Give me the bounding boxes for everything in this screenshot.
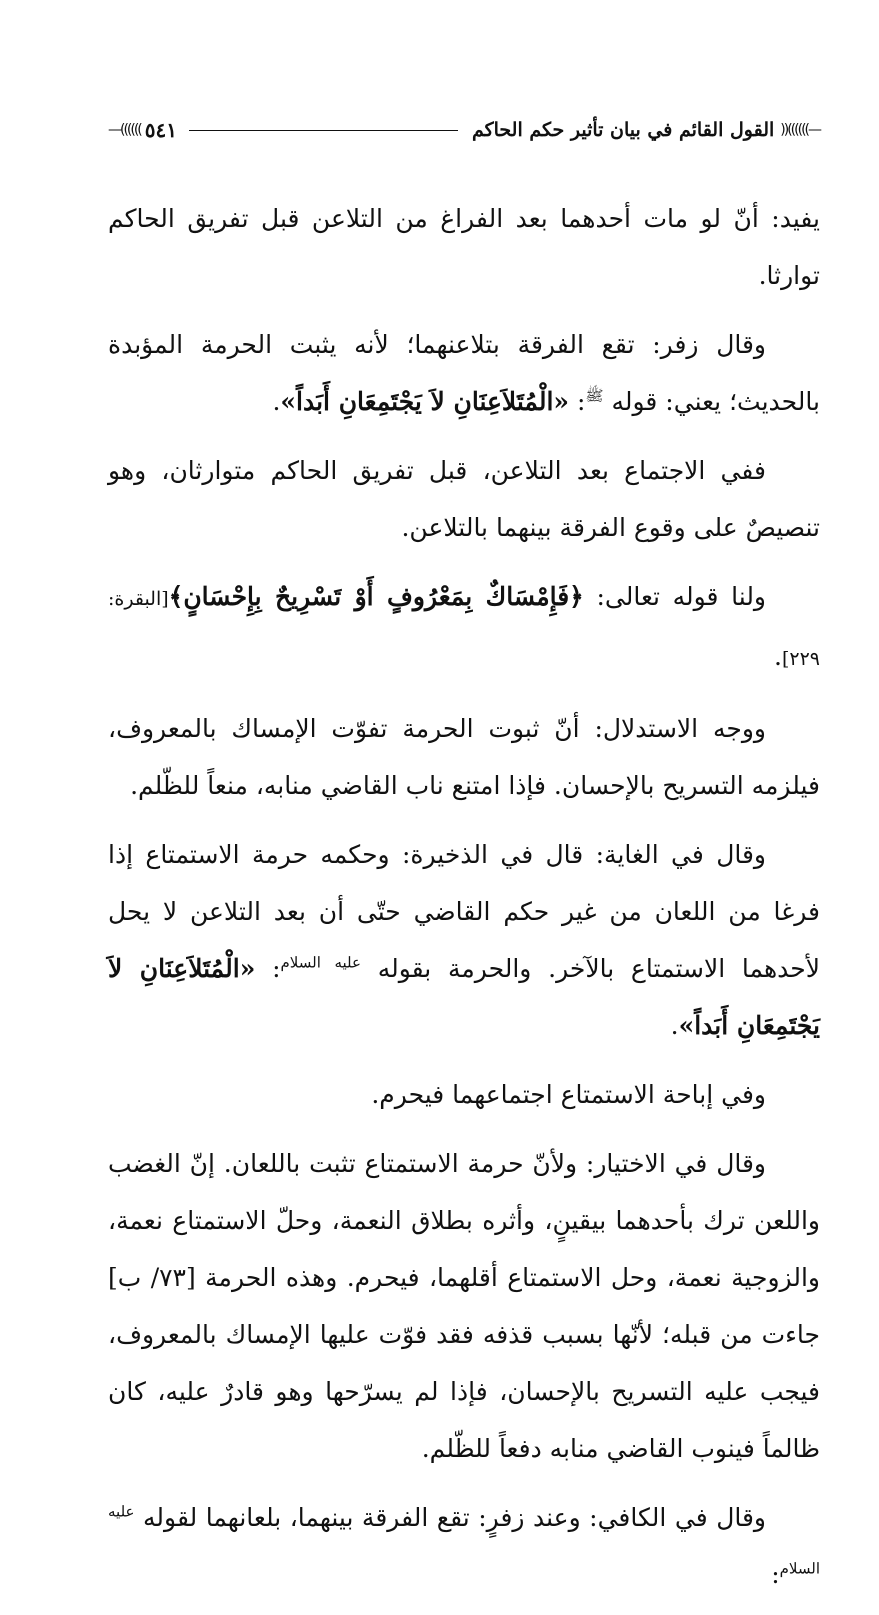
text-run: ولنا قوله تعالى: [583,582,767,611]
text-run: يفيد: أنّ لو مات أحدهما بعد الفراغ من التلاعن قبل تفريق الحاكم توارثا. [108,204,820,290]
paragraph-7 [108,1066,820,1123]
header-ornament-right: —))))))(( [780,122,820,138]
header-title: القول القائم في بيان تأثير حكم الحاكم [471,119,775,141]
paragraph-5 [108,700,820,814]
paragraph-2 [108,316,820,430]
text-run: وقال في الغاية: قال في الذخيرة: وحكمه حرمة الاستمتاع إذا فرغا من اللعان من غير حكم القاضي حتّى أن بعد التلاعن لا يحل لأحدهما الاستمتاع بالآخر. والحرمة بقوله [108,840,821,983]
text-run: وقال في الاختيار: ولأنّ حرمة الاستمتاع تثبت باللعان. إنّ الغضب واللعن ترك بأحدهما بيقينٍ، وأثره بطلاق النعمة، وحلّ الاستمتاع نعمة، والزوجية نعمة، وحل الاستمتاع أقلهما، فيحرم. وهذه الحرمة [٧٣/ ب] جاءت من قبله؛ لأنّها بسبب قذفه فقد فوّت عليها الإمساك بالمعروف، فيجب عليه التسريح بالإحسان، فإذا لم يسرّحها وهو قادرٌ عليه، كان ظالماً فينوب القاضي منابه دفعاً للظّلم. [108,1149,820,1463]
text-run: : [771,1560,780,1589]
honorific: ﷺ [585,386,604,405]
honorific: عليه السلام [280,953,361,972]
header-rule [189,130,458,131]
text-run: . [272,387,281,416]
hadith-quote: «الْمُتَلاَعِنَانِ لاَ يَجْتَمِعَانِ أَبَداً» [108,954,820,1040]
verse-reference: [البقرة: ٢٢٩] [108,588,820,670]
text-run: : [255,954,281,983]
text-run: : [569,387,586,416]
text-run: وفي إباحة الاستمتاع اجتماعهما فيحرم. [371,1080,766,1109]
text-run: . [670,1011,679,1040]
paragraph-4 [108,568,820,688]
text-run: وقال زفر: تقع الفرقة بتلاعنهما؛ لأنه يثبت الحرمة المؤبدة بالحديث؛ يعني: قوله [108,330,820,416]
paragraph-9 [108,1489,820,1603]
paragraph-3 [108,442,820,556]
text-run: ففي الاجتماع بعد التلاعن، قبل تفريق الحاكم متوارثان، وهو تنصيصٌ على وقوع الفرقة بينهما بالتلاعن. [108,456,820,542]
running-header [108,112,820,148]
paragraph-1 [108,190,820,304]
hadith-quote: «الْمُتَلاَعِنَانِ لاَ يَجْتَمِعَانِ أَبَداً» [280,387,570,416]
body-text [108,190,820,1615]
text-run: . [774,642,782,671]
honorific: عليه السلام [108,1502,820,1578]
paragraph-6 [108,826,820,1054]
text-run: ووجه الاستدلال: أنّ ثبوت الحرمة تفوّت الإمساك بالمعروف، فيلزمه التسريح بالإحسان. فإذا امتنع ناب القاضي منابه، منعاً للظّلم. [108,714,820,800]
paragraph-8 [108,1135,820,1477]
header-ornament-left: ))))))— [108,122,141,138]
page-number: ٥٤١ [144,118,178,142]
quran-verse: ﴿فَإِمْسَاكٌ بِمَعْرُوفٍ أَوْ تَسْرِيحٌ بِإِحْسَانٍ﴾ [168,582,584,611]
text-run: وقال في الكافي: وعند زفرٍ: تقع الفرقة بينهما، بلعانهما لقوله [134,1503,766,1532]
